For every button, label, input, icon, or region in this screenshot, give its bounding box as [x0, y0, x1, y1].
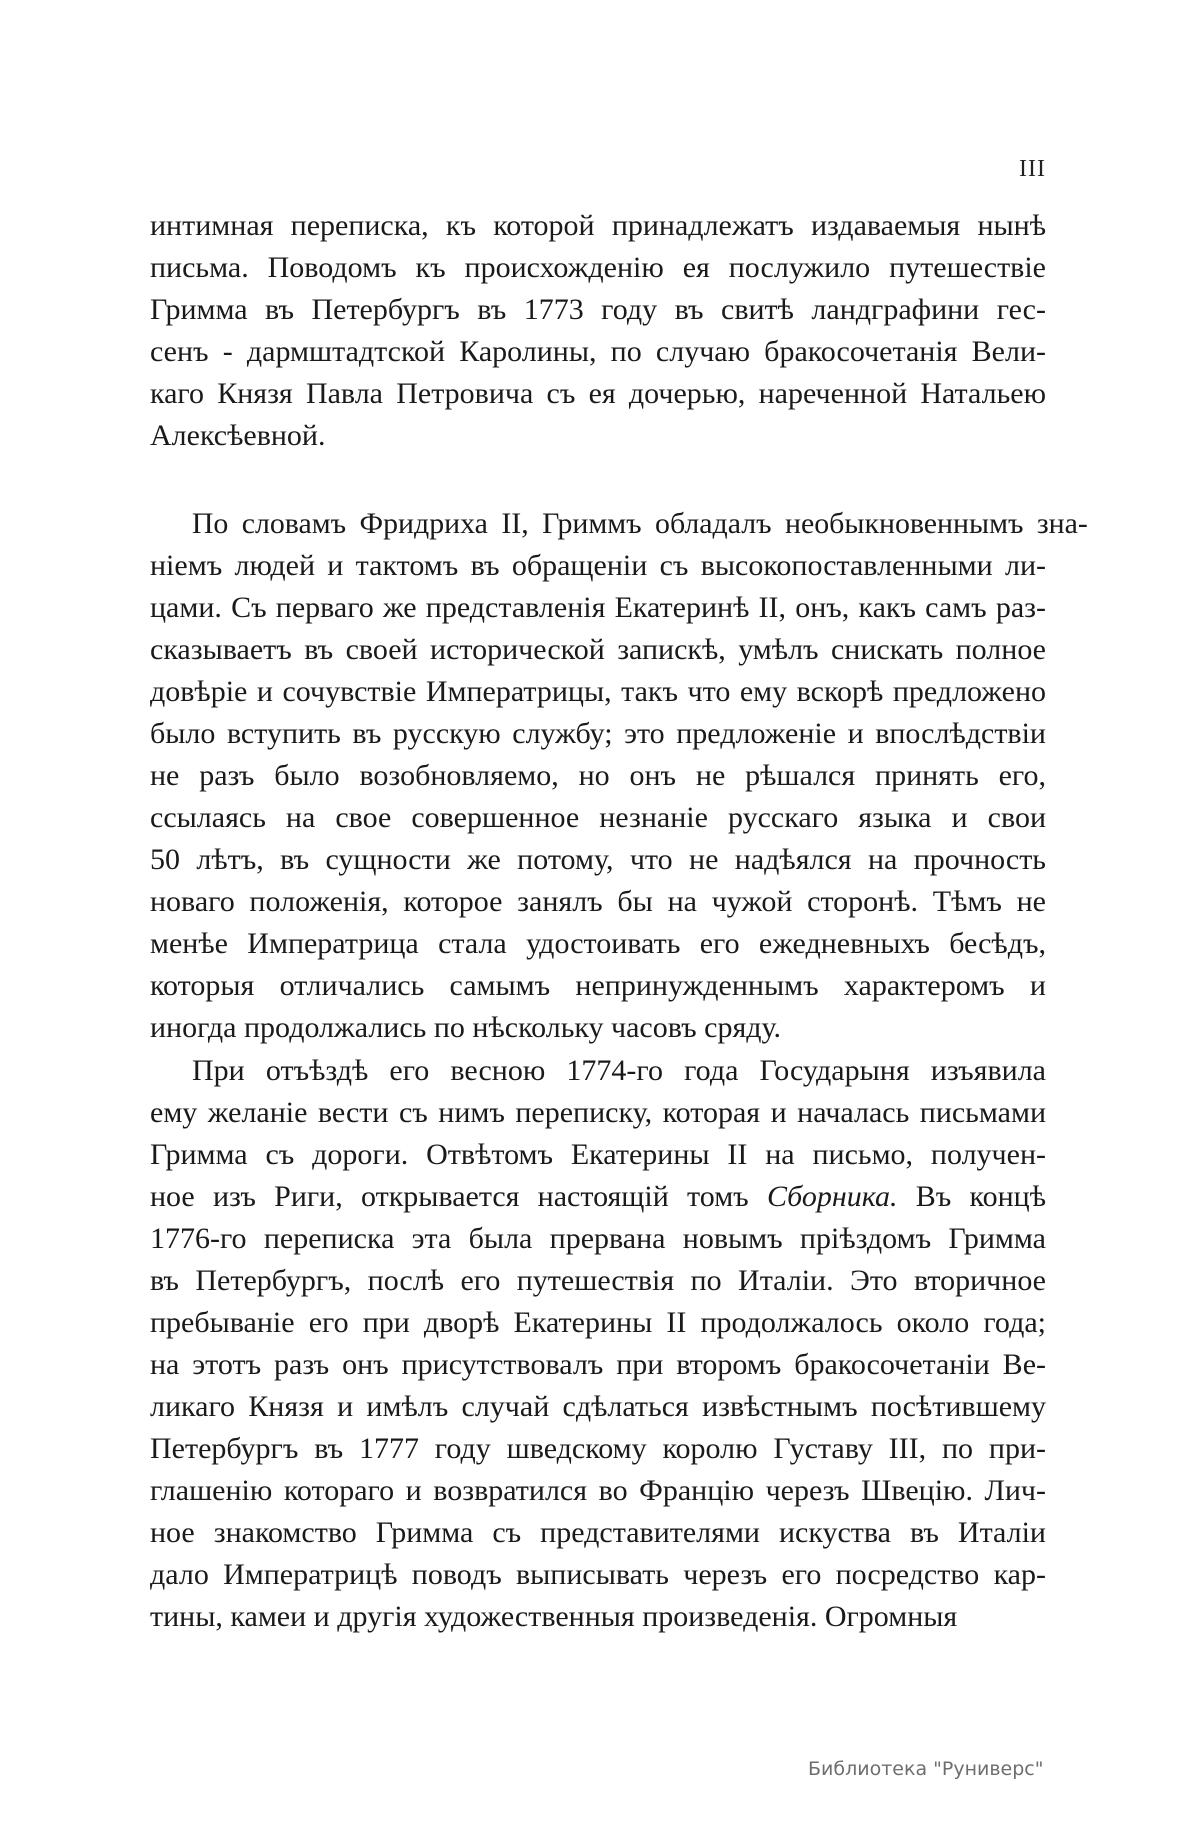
paragraph-2: [150, 503, 1088, 1049]
italic-title: Сборника.: [766, 1180, 898, 1213]
text-line: По словамъ Фридриха II, Гриммъ обладалъ необыкновеннымъ зна-: [191, 507, 1088, 540]
text-line: пребываніе его при дворѣ Екатерины II продолжалось около года;: [150, 1306, 1046, 1339]
text-line: ему желаніе вести съ нимъ переписку, которая и началась письмами: [150, 1096, 1046, 1129]
text-line: довѣріе и сочувствіе Императрицы, такъ что ему вскорѣ предложено: [150, 675, 1046, 708]
text-line: которыя отличались самымъ непринужденнымъ характеромъ и: [150, 969, 1046, 1002]
text-line: 50 лѣтъ, въ сущности же потому, что не надѣялся на прочность: [150, 843, 1046, 876]
text-line: ное знакомство Гримма съ представителями искуства въ Италіи: [150, 1516, 1046, 1549]
text-line: ніемъ людей и тактомъ въ обращеніи съ высокопоставленными ли-: [150, 549, 1046, 582]
text-line: не разъ было возобновляемо, но онъ не рѣшался принять его,: [150, 759, 1046, 792]
paragraph-3: [150, 1050, 1046, 1638]
text-line: письма. Поводомъ къ происхожденію ея послужило путешествіе: [150, 251, 1046, 284]
text-line: 1776-го переписка эта была прервана новымъ пріѣздомъ Гримма: [150, 1222, 1046, 1255]
text-line: сказываетъ въ своей исторической запискѣ, умѣлъ снискать полное: [150, 633, 1046, 666]
text-line: ссылаясь на свое совершенное незнаніе русскаго языка и свои: [150, 801, 1046, 834]
text-line: на этотъ разъ онъ присутствовалъ при второмъ бракосочетаніи Ве-: [150, 1348, 1046, 1381]
text-line: Петербургъ въ 1777 году шведскому королю Густаву III, по при-: [150, 1432, 1046, 1465]
text-line: [150, 1176, 1046, 1218]
text-line: Гримма въ Петербургъ въ 1773 году въ свитѣ ландграфини гес-: [150, 293, 1046, 326]
text-line: иногда продолжались по нѣскольку часовъ сряду.: [150, 1011, 782, 1044]
text-line: При отъѣздѣ его весною 1774-го года Государыня изъявила: [192, 1054, 1046, 1087]
text-segment: ное изъ Риги, открывается настоящій томъ: [150, 1180, 767, 1213]
text-line: Гримма съ дороги. Отвѣтомъ Екатерины II на письмо, получен-: [150, 1138, 1046, 1171]
text-line: каго Князя Павла Петровича съ ея дочерью, нареченной Натальею: [150, 377, 1046, 410]
text-line: Алексѣевной.: [150, 419, 326, 452]
text-line: ликаго Князя и имѣлъ случай сдѣлаться извѣстнымъ посѣтившему: [150, 1390, 1046, 1423]
page-number: III: [1019, 156, 1046, 182]
text-line: глашенію котораго и возвратился во Францію черезъ Швецію. Лич-: [150, 1474, 1046, 1507]
text-line: цами. Съ перваго же представленія Екатеринѣ II, онъ, какъ самъ раз-: [150, 591, 1046, 624]
text-line: тины, камеи и другія художественныя произведенія. Огромныя: [150, 1600, 958, 1633]
text-line: въ Петербургъ, послѣ его путешествія по Италіи. Это вторичное: [150, 1264, 1046, 1297]
text-line: интимная переписка, къ которой принадлежатъ издаваемыя нынѣ: [150, 209, 1046, 242]
paragraph-1: [150, 205, 1046, 457]
text-line: дало Императрицѣ поводъ выписывать черезъ его посредство кар-: [150, 1558, 1046, 1591]
text-line: менѣе Императрица стала удостоивать его ежедневныхъ бесѣдъ,: [150, 927, 1046, 960]
text-line: новаго положенія, которое занялъ бы на чужой сторонѣ. Тѣмъ не: [150, 885, 1046, 918]
text-line: было вступить въ русскую службу; это предложеніе и впослѣдствіи: [150, 717, 1046, 750]
text-segment: Въ концѣ: [897, 1180, 1046, 1213]
text-line: сенъ - дармштадтской Каролины, по случаю бракосочетанія Вели-: [150, 335, 1046, 368]
library-watermark: Библиотека "Руниверс": [808, 1758, 1044, 1780]
